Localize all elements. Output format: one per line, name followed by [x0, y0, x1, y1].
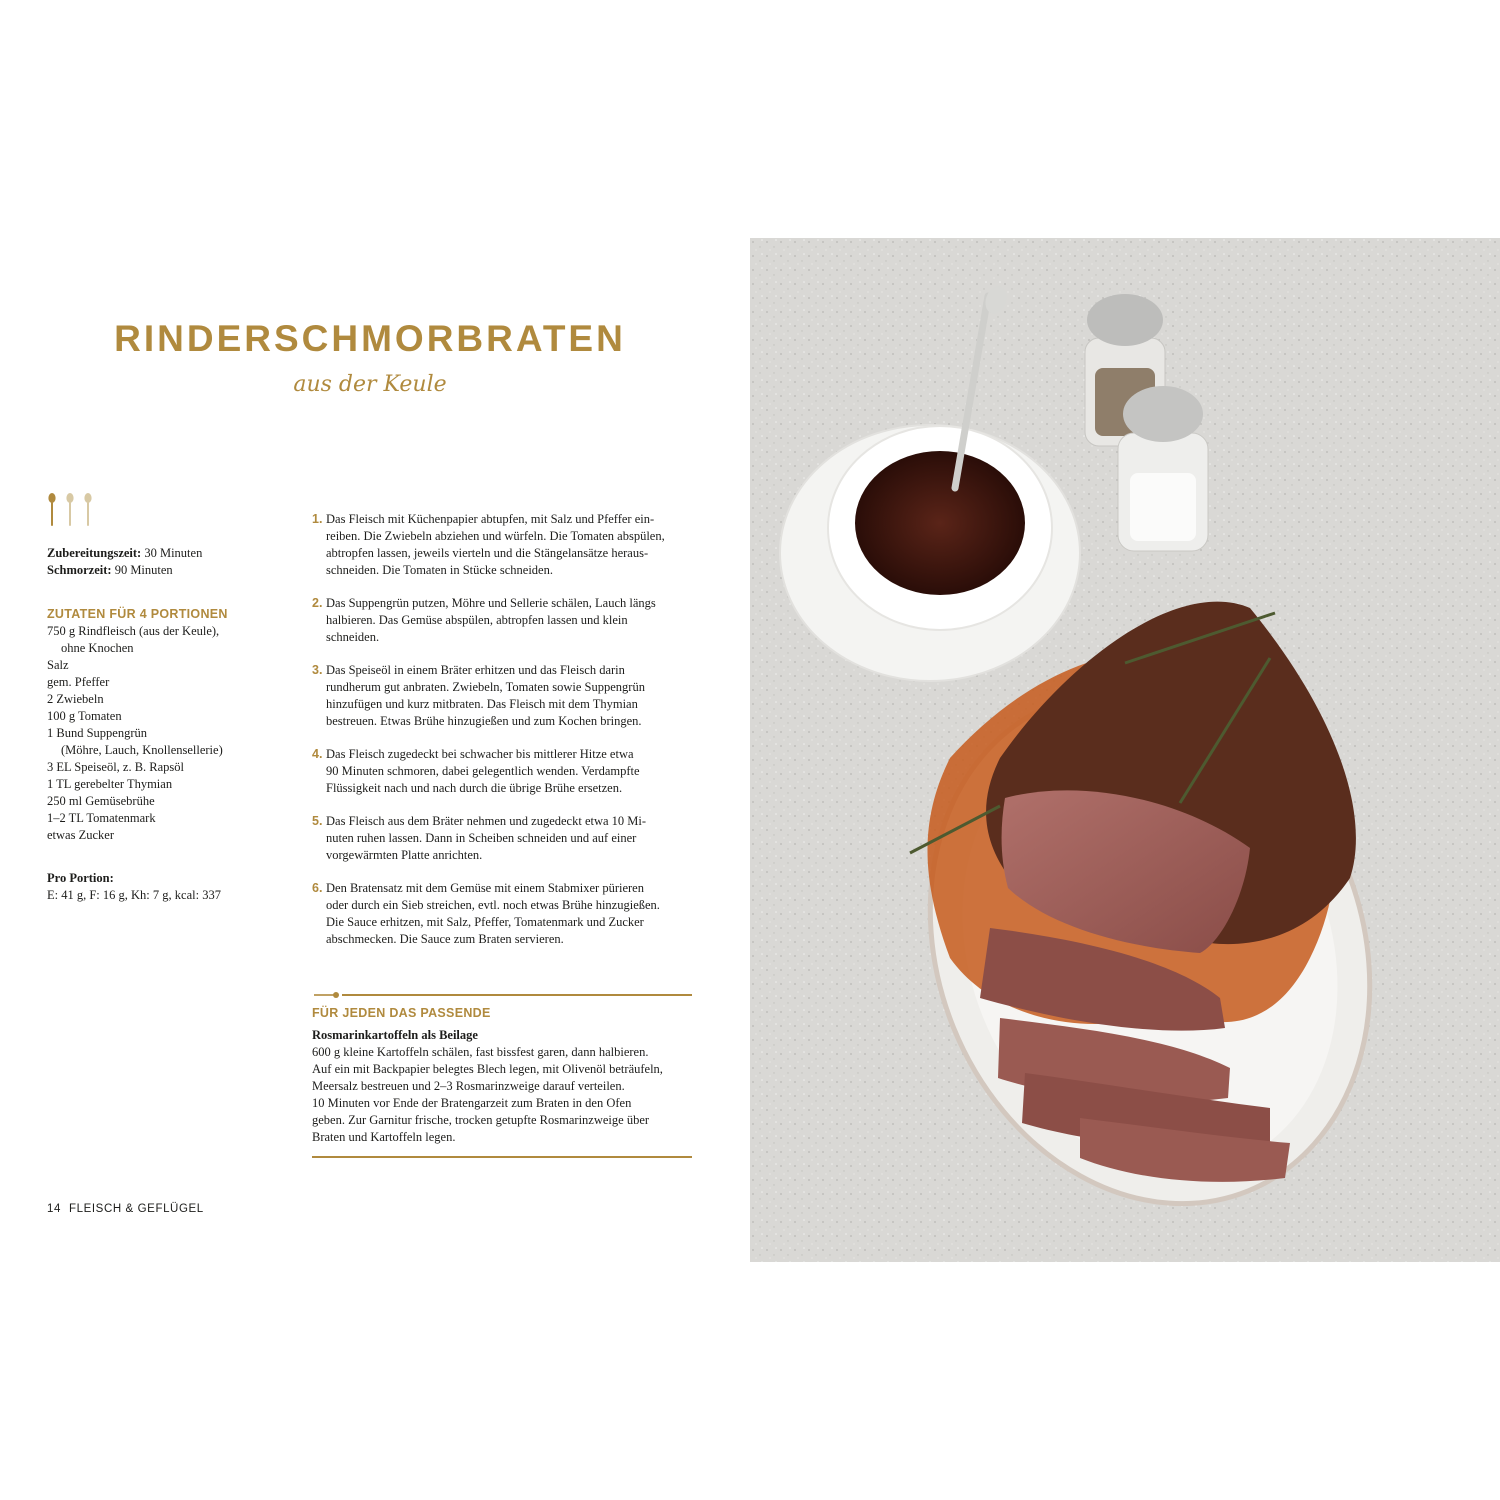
ingredient-item: etwas Zucker	[47, 828, 114, 842]
step-number: 1.	[312, 512, 323, 526]
ingredients-list	[47, 623, 277, 844]
step-number: 5.	[312, 814, 323, 828]
braise-time: Schmorzeit: 90 Minuten	[47, 563, 173, 577]
step-4: 4. Das Fleisch zugedeckt bei schwacher bis mittlerer Hitze etwa 90 Minuten schmoren, dabei gelegentlich wenden. Verdampfte Flüssigkeit nach und nach durch die übrige Brühe ersetzen.	[312, 747, 640, 795]
roast-photo	[750, 238, 1500, 1262]
tip-heading: FÜR JEDEN DAS PASSENDE	[312, 1006, 491, 1020]
tip-text: 600 g kleine Kartoffeln schälen, fast bissfest garen, dann halbieren. Auf ein mit Backpapier belegtes Blech legen, mit Olivenöl beträufeln, Meersalz bestreuen und 2–3 Rosmarinzweige darauf verteilen. 10 Minuten vor Ende der Bratengarzeit zum Braten in den Ofen geben. Zur Garnitur frische, trocken getupfte Rosmarinzweige über Braten und Kartoffeln legen.	[312, 1045, 663, 1144]
step-number: 3.	[312, 663, 323, 677]
spoon-icon	[66, 493, 73, 526]
recipe-title: RINDERSCHMORBRATEN	[114, 318, 626, 359]
ingredient-item: 1 TL gerebelter Thymian	[47, 777, 173, 791]
spoon-divider-icon	[312, 985, 342, 1005]
tip-subheading: Rosmarinkartoffeln als Beilage	[312, 1028, 478, 1042]
nutrition-value: E: 41 g, F: 16 g, Kh: 7 g, kcal: 337	[47, 888, 221, 902]
ingredient-item: gem. Pfeffer	[47, 675, 110, 689]
recipe-subtitle: aus der Keule	[293, 372, 447, 397]
ingredient-item: 100 g Tomaten	[47, 709, 122, 723]
ingredient-item: 250 ml Gemüsebrühe	[47, 794, 155, 808]
tip-box	[312, 985, 692, 1158]
step-number: 6.	[312, 881, 323, 895]
ingredient-item: 1 Bund Suppengrün	[47, 726, 147, 740]
nutrition-label: Pro Portion:	[47, 871, 114, 885]
section-name: FLEISCH & GEFLÜGEL	[69, 1203, 204, 1215]
page-number: 14	[47, 1203, 61, 1215]
ingredient-item: 750 g Rindfleisch (aus der Keule),	[47, 624, 220, 638]
instructions	[312, 511, 692, 964]
recipe-sidebar	[47, 545, 277, 904]
step-2: 2. Das Suppengrün putzen, Möhre und Sellerie schälen, Lauch längs halbieren. Das Gemüse abspülen, abtropfen lassen und klein schneiden.	[312, 596, 656, 644]
step-3: 3. Das Speiseöl in einem Bräter erhitzen und das Fleisch darin rundherum gut anbraten. Zwiebeln, Tomaten sowie Suppengrün hinzufügen und kurz mitbraten. Das Fleisch mit dem Thymian bestreuen. Etwas Brühe hinzugießen und zum Kochen bringen.	[312, 663, 645, 728]
step-1: 1. Das Fleisch mit Küchenpapier abtupfen, mit Salz und Pfeffer ein- reiben. Die Zwiebeln abziehen und würfeln. Die Tomaten abspülen, abtropfen lassen, jeweils vierteln und die Stängelansätze heraus- schneiden. Die Tomaten in Stücke schneiden.	[312, 512, 665, 577]
spoon-icon	[48, 493, 55, 526]
page-footer	[47, 1203, 204, 1215]
ingredients-heading: ZUTATEN FÜR 4 PORTIONEN	[47, 607, 228, 621]
spoon-icon	[84, 493, 91, 526]
step-6: 6. Den Bratensatz mit dem Gemüse mit einem Stabmixer pürieren oder durch ein Sieb streichen, evtl. noch etwas Brühe hinzugießen. Die Sauce erhitzen, mit Salz, Pfeffer, Tomatenmark und Zucker abschmecken. Die Sauce zum Braten servieren.	[312, 881, 660, 946]
ingredient-item: 1–2 TL Tomatenmark	[47, 811, 156, 825]
prep-time: Zubereitungszeit: 30 Minuten	[47, 546, 203, 560]
ingredient-item: 3 EL Speiseöl, z. B. Rapsöl	[47, 760, 185, 774]
nutrition-info	[47, 870, 277, 904]
salt-shaker-icon	[1118, 386, 1208, 551]
ingredient-item: Salz	[47, 658, 69, 672]
step-number: 4.	[312, 747, 323, 761]
ingredient-item: (Möhre, Lauch, Knollensellerie)	[61, 743, 223, 757]
ingredient-item: ohne Knochen	[61, 641, 134, 655]
ingredient-item: 2 Zwiebeln	[47, 692, 104, 706]
step-number: 2.	[312, 596, 323, 610]
difficulty-spoons-icon	[46, 492, 102, 528]
step-5: 5. Das Fleisch aus dem Bräter nehmen und zugedeckt etwa 10 Mi- nuten ruhen lassen. Dann in Scheiben schneiden und auf einer vorgewärmten Platte anrichten.	[312, 814, 647, 862]
